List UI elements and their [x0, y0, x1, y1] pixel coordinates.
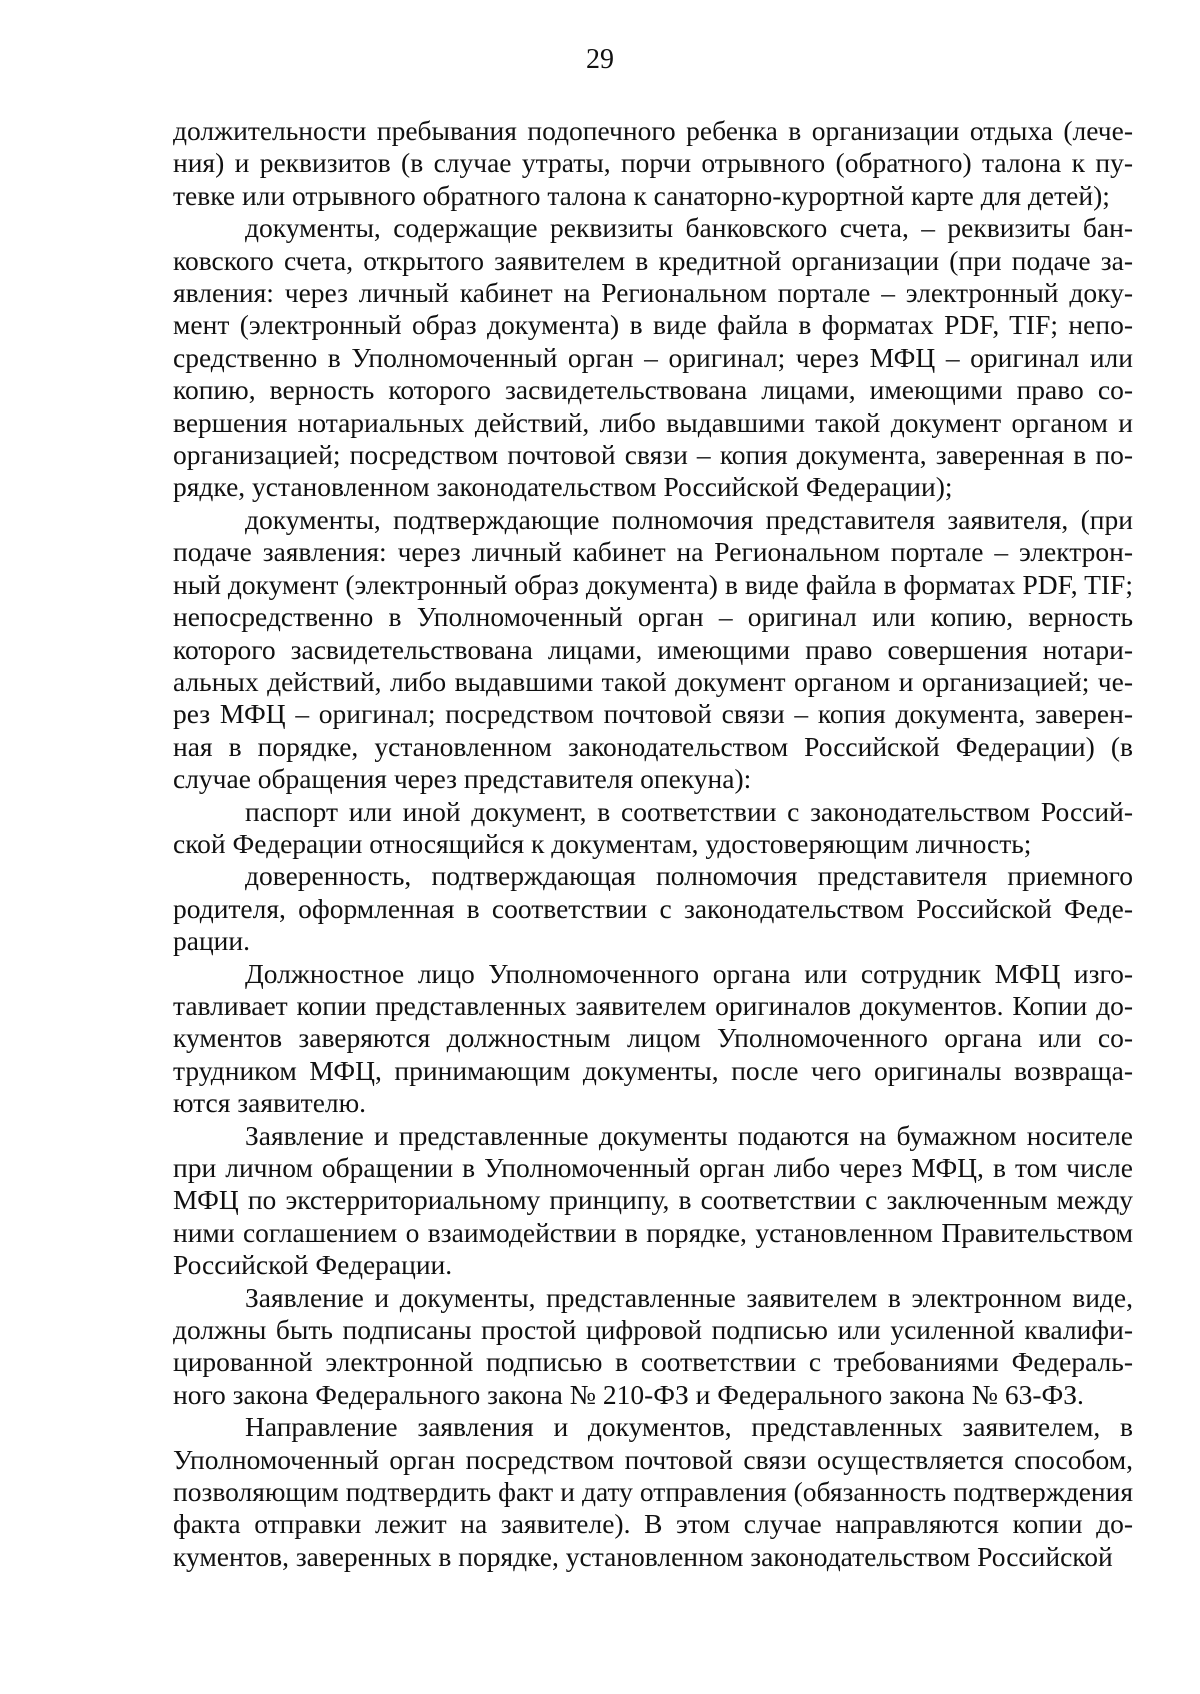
paragraph: Заявление и документы, представленные заявителем в электронном виде, должны быть подписаны простой цифровой подписью или усиленной квалифицированной электронной подписью в соответствии с требованиями Федерального закона Федерального закона № 210-ФЗ и Федерального закона № 63-ФЗ.	[173, 1281, 1133, 1410]
paragraph: должительности пребывания подопечного ребенка в организации отдыха (лечения) и реквизитов (в случае утраты, порчи отрывного (обратного) талона к путевке или отрывного обратного талона к санаторно-курортной карте для детей);	[173, 115, 1133, 211]
paragraph: паспорт или иной документ, в соответствии с законодательством Российской Федерации относящийся к документам, удостоверяющим личность;	[173, 795, 1133, 859]
paragraph: Заявление и представленные документы подаются на бумажном носителе при личном обращении в Уполномоченный орган либо через МФЦ, в том числе МФЦ по экстерриториальному принципу, в соответствии с заключенным между ними соглашением о взаимодействии в порядке, установленном Правительством Российской Федерации.	[173, 1119, 1133, 1281]
paragraph: доверенность, подтверждающая полномочия представителя приемного родителя, оформленная в соответствии с законодательством Российской Федерации.	[173, 860, 1133, 957]
document-body	[173, 115, 1133, 1573]
page-number: 29	[586, 44, 614, 75]
paragraph: Должностное лицо Уполномоченного органа или сотрудник МФЦ изготавливает копии представленных заявителем оригиналов документов. Копии документов заверяются должностным лицом Уполномоченного органа или сотрудником МФЦ, принимающим документы, после чего оригиналы возвращаются заявителю.	[173, 957, 1133, 1119]
paragraph: документы, содержащие реквизиты банковского счета, – реквизиты банковского счета, открытого заявителем в кредитной организации (при подаче заявления: через личный кабинет на Региональном портале – электронный документ (электронный образ документа) в виде файла в форматах PDF, TIF; непосредственно в Уполномоченный орган – оригинал; через МФЦ – оригинал или копию, верность которого засвидетельствована лицами, имеющими право совершения нотариальных действий, либо выдавшими такой документ органом и организацией; посредством почтовой связи – копия документа, заверенная в порядке, установленном законодательством Российской Федерации);	[173, 212, 1133, 503]
paragraph: документы, подтверждающие полномочия представителя заявителя, (при подаче заявления: через личный кабинет на Региональном портале – электронный документ (электронный образ документа) в виде файла в форматах PDF, TIF; непосредственно в Уполномоченный орган – оригинал или копию, верность которого засвидетельствована лицами, имеющими право совершения нотариальных действий, либо выдавшими такой документ органом и организацией; через МФЦ – оригинал; посредством почтовой связи – копия документа, заверенная в порядке, установленном законодательством Российской Федерации) (в случае обращения через представителя опекуна):	[173, 503, 1133, 795]
paragraph: Направление заявления и документов, представленных заявителем, в Уполномоченный орган посредством почтовой связи осуществляется способом, позволяющим подтвердить факт и дату отправления (обязанность подтверждения факта отправки лежит на заявителе). В этом случае направляются копии документов, заверенных в порядке, установленном законодательством Российской	[173, 1411, 1133, 1572]
